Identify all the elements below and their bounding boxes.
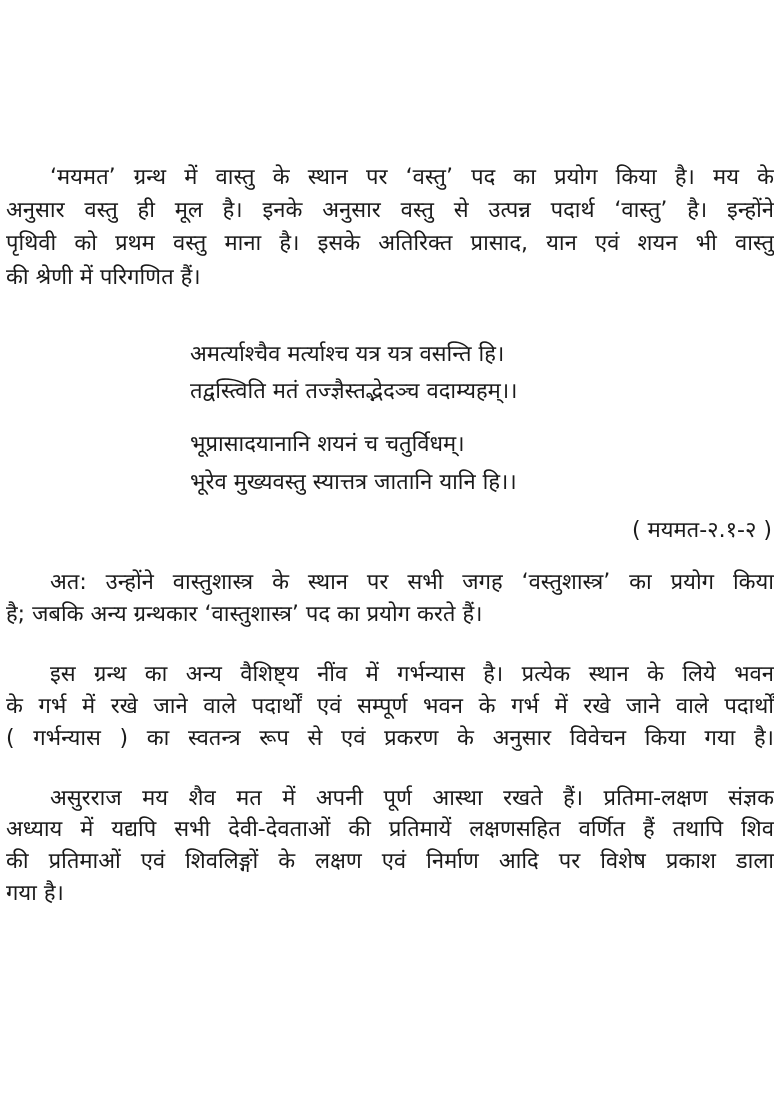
paragraph-1-line-4: की श्रेणी में परिगणित हैं। <box>6 265 201 290</box>
paragraph-2-line-1: अत: उन्होंने वास्तुशास्त्र के स्थान पर सभी जगह ‘वस्तुशास्त्र’ का प्रयोग किया <box>50 570 774 595</box>
verse-line-3: भूप्रासादयानानि शयनं च चतुर्विधम्। <box>190 432 465 457</box>
verse-line-4: भूरेव मुख्यवस्तु स्यात्तत्र जातानि यानि हि।। <box>190 470 517 495</box>
paragraph-4-line-2: अध्याय में यद्यपि सभी देवी-देवताओं की प्रतिमायें लक्षणसहित वर्णित हैं तथापि शिव <box>6 817 774 842</box>
verse-line-2: तद्वस्त्विति मतं तज्ज्ञैस्तद्भेदञ्च वदाम्यहम्।। <box>190 379 518 404</box>
paragraph-1-line-1: ‘मयमत’ ग्रन्थ में वास्तु के स्थान पर ‘वस्तु’ पद का प्रयोग किया है। मय के <box>50 165 774 190</box>
paragraph-1-line-2: अनुसार वस्तु ही मूल है। इनके अनुसार वस्तु से उत्पन्न पदार्थ ‘वास्तु’ है। इन्होंने <box>6 198 774 223</box>
verse-line-1: अमर्त्याश्चैव मर्त्याश्च यत्र यत्र वसन्ति हि। <box>190 342 505 367</box>
paragraph-4-line-3: की प्रतिमाओं एवं शिवलिङ्गों के लक्षण एवं निर्माण आदि पर विशेष प्रकाश डाला <box>6 849 774 874</box>
paragraph-3-line-1: इस ग्रन्थ का अन्य वैशिष्ट्य नींव में गर्भन्यास है। प्रत्येक स्थान के लिये भवन <box>50 662 774 687</box>
paragraph-3-line-2: के गर्भ में रखे जाने वाले पदार्थों एवं सम्पूर्ण भवन के गर्भ में रखे जाने वाले पदार्थों <box>6 694 774 719</box>
paragraph-3-line-3: ( गर्भन्यास ) का स्वतन्त्र रूप से एवं प्रकरण के अनुसार विवेचन किया गया है। <box>6 726 774 751</box>
paragraph-4-line-1: असुरराज मय शैव मत में अपनी पूर्ण आस्था रखते हैं। प्रतिमा-लक्षण संज्ञक <box>50 786 774 811</box>
paragraph-4-line-4: गया है। <box>6 881 64 906</box>
paragraph-1-line-3: पृथिवी को प्रथम वस्तु माना है। इसके अतिरिक्त प्रासाद, यान एवं शयन भी वास्तु <box>6 231 774 256</box>
verse-citation: ( मयमत-२.१-२ ) <box>632 518 772 543</box>
paragraph-2-line-2: है; जबकि अन्य ग्रन्थकार ‘वास्तुशास्त्र’ पद का प्रयोग करते हैं। <box>6 602 483 627</box>
